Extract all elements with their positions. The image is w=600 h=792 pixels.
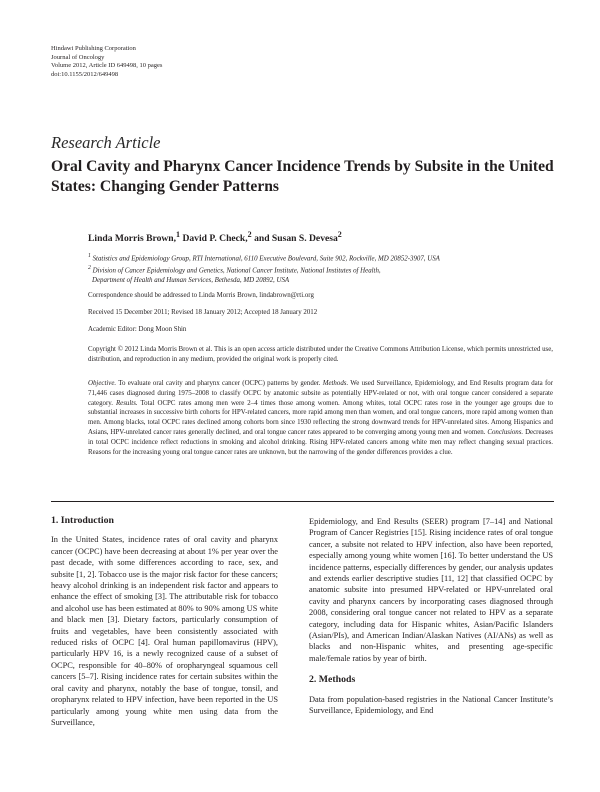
methods-paragraph: Data from population-based registries in the National Cancer Institute’s Surveillance, Epidemiology, and End (309, 694, 553, 716)
journal-name: Journal of Oncology (51, 53, 105, 61)
article-title: Oral Cavity and Pharynx Cancer Incidence Trends by Subsite in the United States: Changing Gender Patterns (51, 158, 554, 195)
abstract-conclusions-label: Conclusions. (487, 428, 524, 436)
abstract-results-label: Results. (115, 399, 138, 407)
affiliation-marker: 2 (247, 230, 252, 239)
author-list (88, 230, 342, 244)
affiliations (88, 252, 558, 285)
introduction-paragraph: In the United States, incidence rates of oral cavity and pharynx cancer (OCPC) have been decreasing at about 1% per year over the past decade, with some differences according to race, sex, and subsite [1, 2]. Tobacco use is the major risk factor for these cancers; heavy alcohol drinking is an independent risk factor and appears to enhance the effect of smoking [3]. The attributable risk for tobacco and alcohol use has been estimated at 80% to 90% among US white and black men [3]. Dietary factors, particularly consumption of fruits and vegetables, have been consistently associated with reduced risks of OCPC [4]. Oral human papillomavirus (HPV), particularly HPV 16, is a newly recognized cause of a subset of OCPC, responsible for 40–80% of oropharyngeal squamous cell cancers [5–7]. Rising incidence rates for certain subsites within the oral cavity and pharynx, notably the base of tongue, tonsil, and oropharynx related to HPV infection, have been reported in the US particularly among young white men using data from the Surveillance, (51, 535, 278, 727)
correspondence: Correspondence should be addressed to Linda Morris Brown, lindabrown@rti.org (88, 292, 314, 299)
abstract (88, 379, 553, 457)
author-name: and Susan S. Devesa (251, 233, 338, 245)
affiliation-marker: 1 (176, 230, 181, 239)
copyright-notice: Copyright © 2012 Linda Morris Brown et al. This is an open access article distributed under the Creative Commons Attribution License, which permits unrestricted use, distribution, and reproduction in any medium, provided the original work is properly cited. (88, 346, 553, 363)
right-column (309, 516, 553, 717)
doi: doi:10.1155/2012/649498 (51, 70, 119, 78)
author-name: David P. Check, (180, 233, 248, 245)
abstract-conclusions: Decreases in total OCPC incidence reflect reductions in smoking and alcohol drinking. Rising HPV-related cancers among white men may reflect changing sexual practices. Reasons for the increasing young oral tongue cancer rates are unknown, but the narrowing of the gender differences provides a clue. (88, 428, 553, 456)
volume-info: Volume 2012, Article ID 649498, 10 pages (51, 62, 163, 70)
abstract-methods-label: Methods. (322, 380, 349, 387)
methods-heading: 2. Methods (309, 674, 356, 686)
introduction-heading: 1. Introduction (51, 515, 114, 526)
affiliation-marker: 2 (88, 264, 91, 271)
abstract-objective-label: Objective. (88, 380, 117, 387)
affiliation-2: Division of Cancer Epidemiology and Genetics, National Cancer Institute, National Institutes of Health, (90, 267, 381, 275)
publisher-name: Hindawi Publishing Corporation (51, 45, 136, 52)
author-name: Linda Morris Brown, (88, 233, 177, 245)
publication-info (51, 45, 162, 79)
academic-editor: Academic Editor: Dong Moon Shin (88, 326, 187, 333)
affiliation-1: Statistics and Epidemiology Group, RTI International, 6110 Executive Boulevard, Suite 902, Rockville, MD 20852-3907, USA (90, 255, 440, 263)
affiliation-marker: 2 (337, 230, 342, 239)
affiliation-marker: 1 (88, 253, 91, 259)
article-dates: Received 15 December 2011; Revised 18 January 2012; Accepted 18 January 2012 (88, 309, 318, 316)
affiliation-2-continued: Department of Health and Human Services, Bethesda, MD 20892, USA (92, 276, 290, 284)
abstract-objective: To evaluate oral cavity and pharynx cancer (OCPC) patterns by gender. (116, 380, 323, 387)
abstract-methods: We used Surveillance, Epidemiology, and End Results program data for 71,446 cases diagnosed during 1975–2008 to classify OCPC by anatomic subsite as potentially HPV-related or not, with oral tongue cancer considered a separate category. (88, 380, 553, 407)
article-type: Research Article (51, 133, 161, 152)
introduction-paragraph-continued: Epidemiology, and End Results (SEER) program [7–14] and National Program of Cancer Registries [15]. Rising incidence rates of oral tongue cancer, a subsite not related to HPV infection, also have been reported, especially among young white women [16]. To better understand the US incidence patterns, especially differences by gender, our analysis updates and extends earlier descriptive studies [11, 12] that classified OCPC by anatomic subsite into presumed HPV-related or HPV-unrelated oral cavity and pharynx cancers by incorporating cases diagnosed through 2008, considering oral tongue cancer not related to HPV as a separate category, including data for Hispanic whites, Asian/Pacific Islanders (Asian/PIs), and American Indian/Alaskan Natives (AI/ANs) as well as blacks and non-Hispanic whites, and presenting age-specific male/female ratios by year of birth. (309, 517, 553, 663)
section-divider (51, 501, 554, 502)
left-column (51, 515, 278, 728)
abstract-results: Total OCPC rates among men were 2–4 times those among women. Among whites, total OCPC rates rose in the younger age groups due to substantial increases in successive birth cohorts for HPV-related cancers, more rapid among men than women, and oral tongue cancers, more rapid among women than men. Among blacks, total OCPC rates declined among cohorts born since 1930 reflecting the strong downward trends for HPV-unrelated sites. Among Hispanics and Asians, HPV-unrelated cancer rates generally declined, and oral tongue cancer rates appeared to be converging among young men and women. (88, 399, 554, 436)
